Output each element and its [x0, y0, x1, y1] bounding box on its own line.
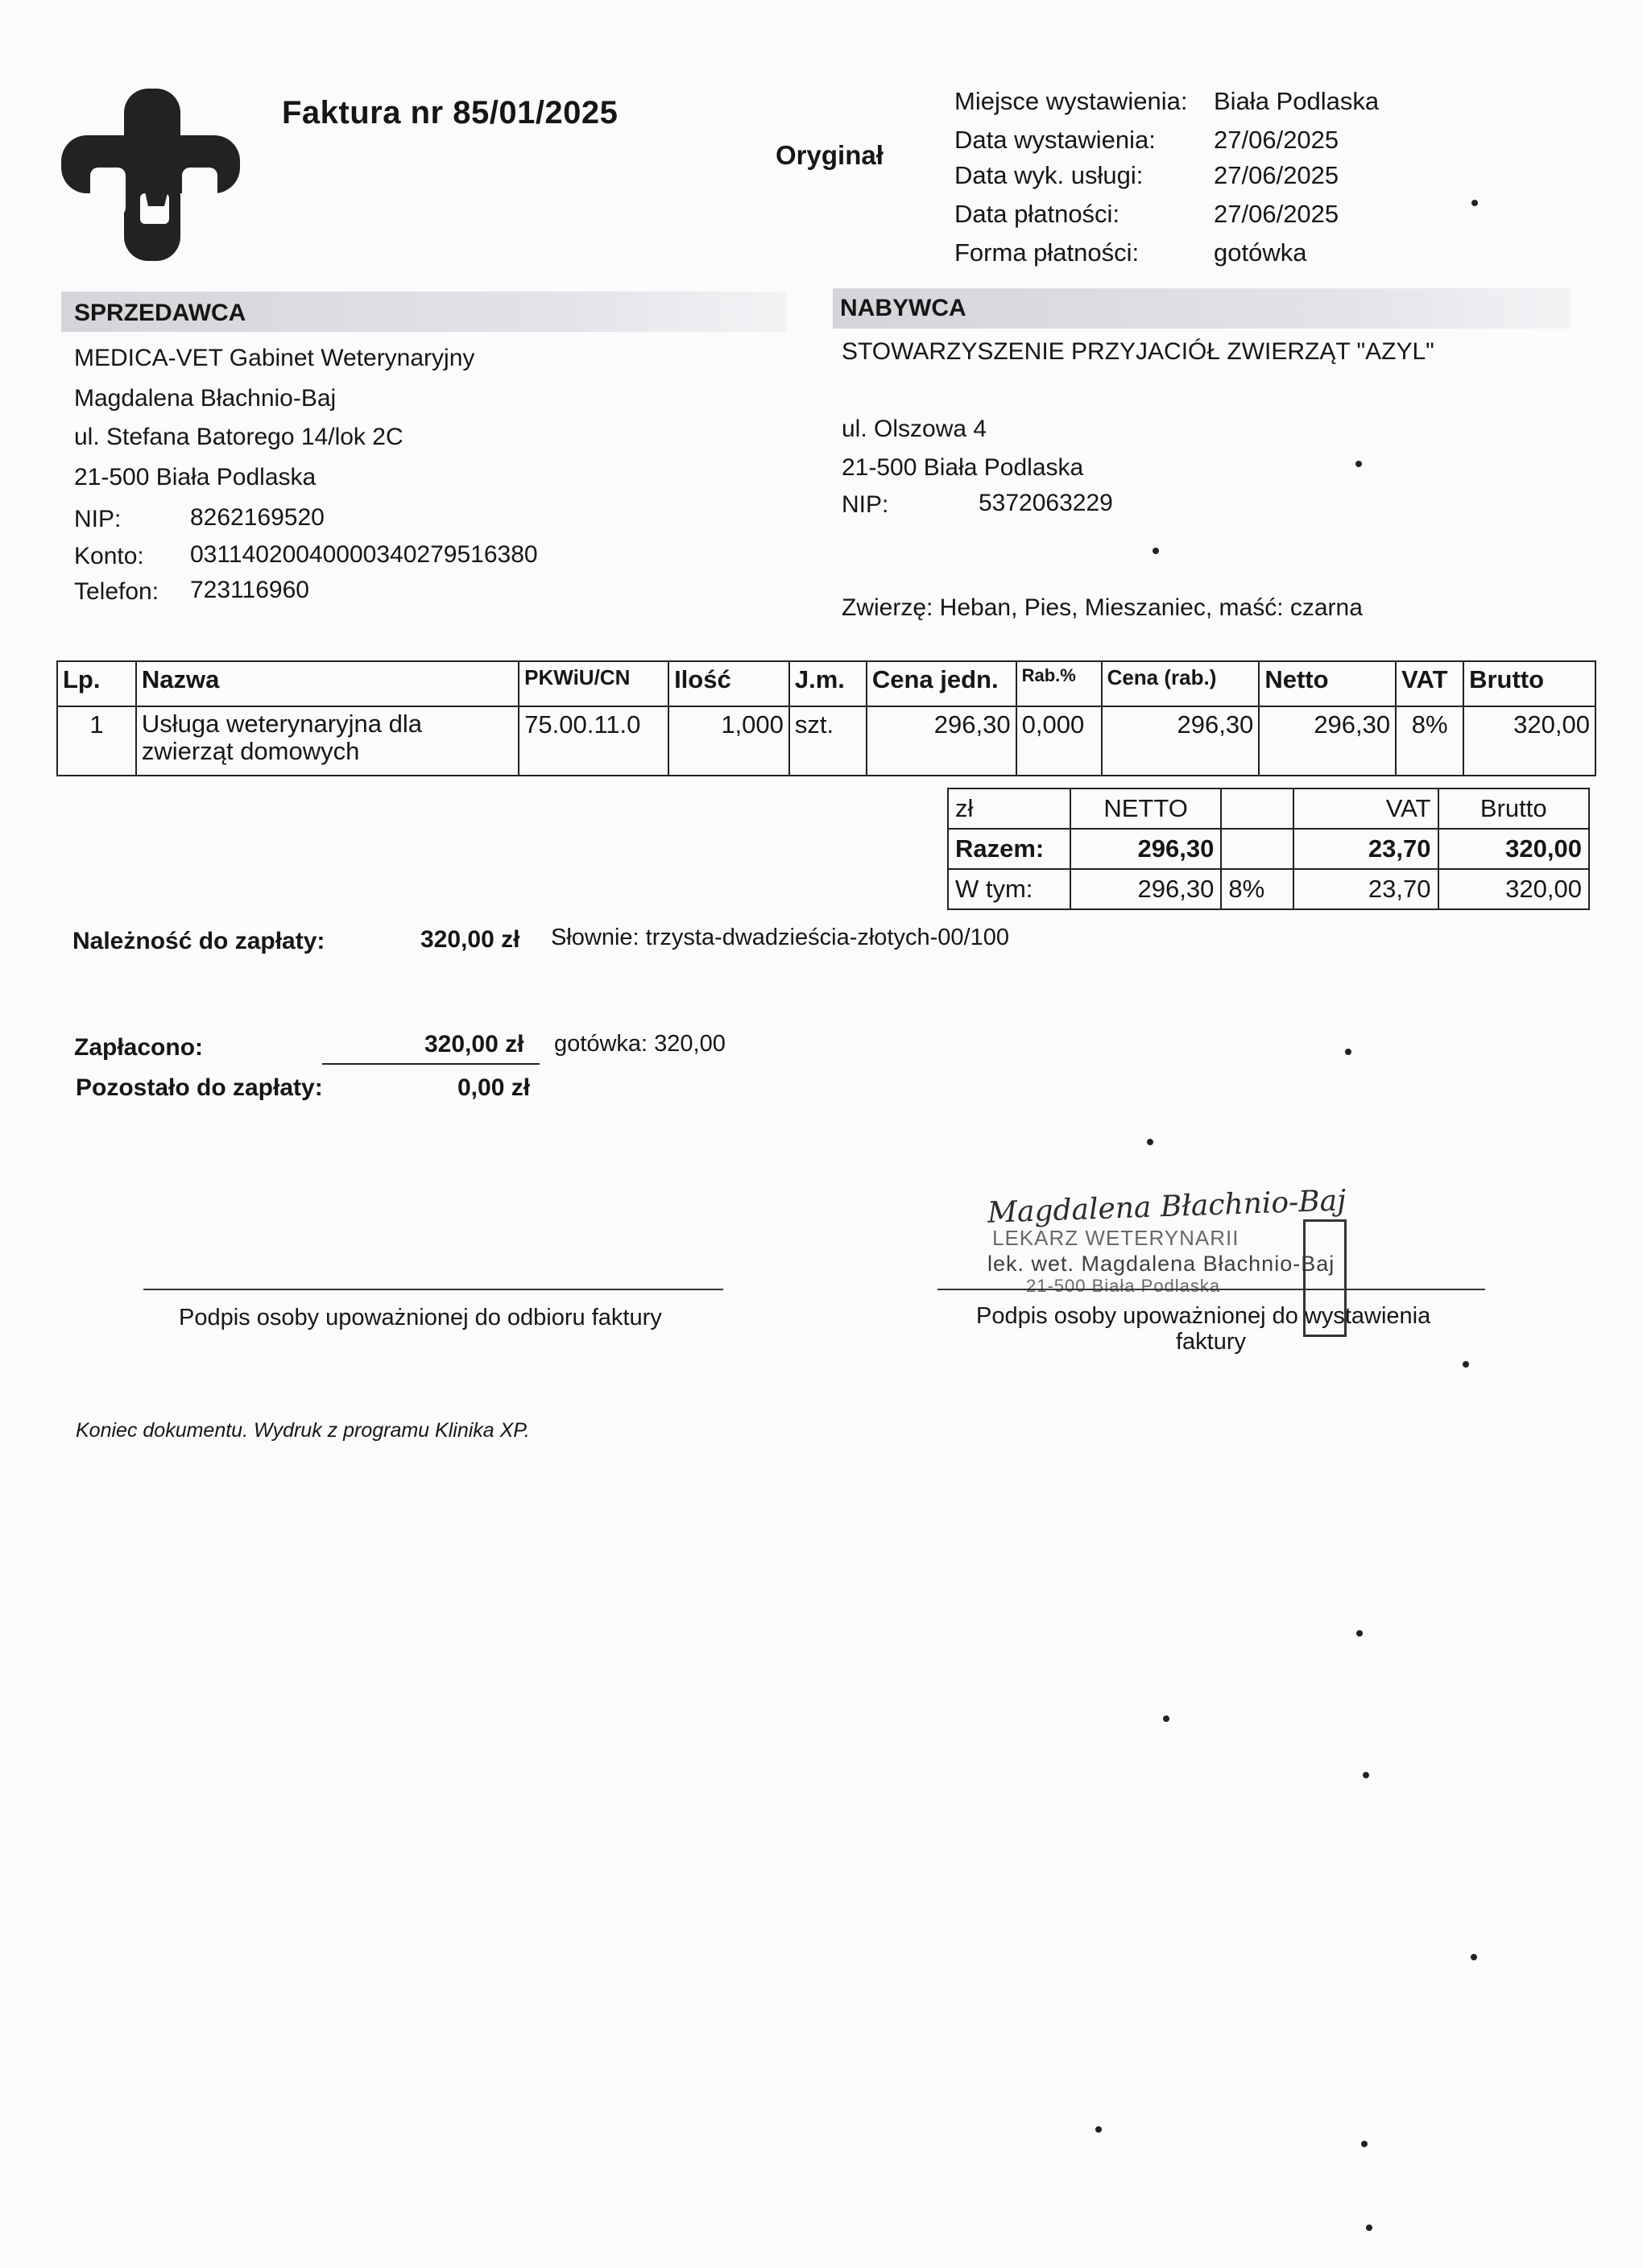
invoice-title: Faktura nr 85/01/2025	[282, 95, 619, 130]
seller-tel-label: Telefon:	[74, 578, 159, 605]
due-label: Należność do zapłaty:	[72, 928, 325, 954]
payment-method-label: Forma płatności:	[954, 238, 1140, 267]
seller-konto: 03114020040000340279516380	[190, 541, 538, 568]
paid-label: Zapłacono:	[74, 1034, 204, 1061]
sum-total-vat: 23,70	[1293, 829, 1438, 869]
issue-place-value: Biała Podlaska	[1214, 87, 1380, 115]
row-name-line2: zwierząt domowych	[141, 737, 360, 765]
sum-incl-gross: 320,00	[1438, 869, 1590, 909]
seller-street: ul. Stefana Batorego 14/lok 2C	[74, 424, 404, 450]
scan-speck	[1095, 2126, 1102, 2133]
scan-speck	[1361, 2141, 1368, 2147]
original-label: Oryginał	[776, 140, 884, 170]
animal-info: Zwierzę: Heban, Pies, Mieszaniec, maść: czarna	[842, 594, 1363, 621]
payment-method-value: gotówka	[1214, 238, 1307, 267]
col-qty: Ilość	[668, 661, 789, 706]
row-gross: 320,00	[1463, 706, 1595, 776]
scan-speck	[1345, 1049, 1351, 1055]
col-vat: VAT	[1396, 661, 1463, 706]
row-name	[136, 706, 519, 776]
col-lp: Lp.	[57, 661, 136, 706]
paid-amount: 320,00 zł	[424, 1031, 524, 1057]
due-amount: 320,00 zł	[420, 926, 520, 953]
sum-netto-header: NETTO	[1070, 788, 1222, 829]
row-pkwiu: 75.00.11.0	[519, 706, 668, 776]
seller-nip: 8262169520	[190, 504, 325, 531]
seller-heading: SPRZEDAWCA	[74, 300, 246, 326]
receiver-signature-line	[143, 1289, 723, 1290]
issuer-stamp	[987, 1184, 1374, 1368]
scan-speck	[1471, 1954, 1477, 1960]
row-qty: 1,000	[668, 706, 789, 776]
col-discount: Rab.%	[1016, 661, 1102, 706]
buyer-nip-label: NIP:	[842, 491, 889, 518]
col-name: Nazwa	[136, 661, 519, 706]
items-table	[56, 660, 1596, 776]
scan-speck	[1471, 200, 1478, 206]
row-name-line1: Usługa weterynaryjna dla	[141, 710, 422, 738]
sum-incl-net: 296,30	[1070, 869, 1222, 909]
sum-incl-label: W tym:	[948, 869, 1070, 909]
buyer-heading: NABYWCA	[840, 295, 966, 321]
clinic-logo	[61, 89, 240, 261]
seller-konto-label: Konto:	[74, 543, 144, 569]
buyer-name: STOWARZYSZENIE PRZYJACIÓŁ ZWIERZĄT "AZYL"	[842, 338, 1434, 365]
issue-date-value: 27/06/2025	[1214, 126, 1339, 154]
handwritten-signature: Magdalena Błachnio-Baj	[987, 1184, 1347, 1230]
issue-date-label: Data wystawienia:	[954, 126, 1156, 154]
sum-total-net: 296,30	[1070, 829, 1222, 869]
row-lp: 1	[57, 706, 136, 776]
row-vat: 8%	[1396, 706, 1463, 776]
col-gross: Brutto	[1463, 661, 1595, 706]
sum-currency: zł	[948, 788, 1070, 829]
scan-speck	[1463, 1361, 1469, 1368]
buyer-street: ul. Olszowa 4	[842, 416, 987, 442]
seller-name: MEDICA-VET Gabinet Weterynaryjny	[74, 345, 475, 371]
scan-speck	[1356, 1630, 1363, 1637]
items-header-row	[57, 661, 1595, 706]
paid-underline	[322, 1063, 540, 1065]
issue-place-label: Miejsce wystawienia:	[954, 87, 1188, 115]
sum-empty-cell	[1221, 829, 1293, 869]
sum-vat-header: VAT	[1293, 788, 1438, 829]
seller-person: Magdalena Błachnio-Baj	[74, 385, 337, 412]
payment-date-value: 27/06/2025	[1214, 200, 1339, 228]
buyer-nip: 5372063229	[979, 490, 1113, 516]
stamp-line1: LEKARZ WETERYNARII	[992, 1226, 1239, 1250]
col-pkwiu: PKWiU/CN	[519, 661, 668, 706]
buyer-city: 21-500 Biała Podlaska	[842, 454, 1084, 481]
service-date-value: 27/06/2025	[1214, 161, 1339, 189]
stamp-box	[1303, 1219, 1347, 1337]
row-net: 296,30	[1259, 706, 1396, 776]
row-price: 296,30	[867, 706, 1016, 776]
remaining-label: Pozostało do zapłaty:	[76, 1074, 323, 1101]
amount-in-words: Słownie: trzysta-dwadzieścia-złotych-00/100	[551, 925, 1009, 950]
scan-speck	[1153, 548, 1159, 554]
row-discount: 0,000	[1016, 706, 1102, 776]
stamp-line2: lek. wet. Magdalena Błachnio-Baj	[987, 1252, 1335, 1276]
scan-speck	[1163, 1715, 1169, 1722]
seller-nip-label: NIP:	[74, 506, 122, 532]
service-date-label: Data wyk. usługi:	[954, 161, 1144, 189]
sum-total-label: Razem:	[948, 829, 1070, 869]
summary-total-row	[948, 829, 1589, 869]
sum-incl-vat: 23,70	[1293, 869, 1438, 909]
scan-speck	[1366, 2225, 1372, 2231]
summary-header-row	[948, 788, 1589, 829]
footer-note: Koniec dokumentu. Wydruk z programu Klinika XP.	[76, 1419, 530, 1442]
remaining-amount: 0,00 zł	[457, 1074, 531, 1101]
sum-incl-rate: 8%	[1221, 869, 1293, 909]
row-price-disc: 296,30	[1102, 706, 1260, 776]
scan-speck	[1147, 1139, 1153, 1145]
col-price-disc: Cena (rab.)	[1102, 661, 1260, 706]
col-unit: J.m.	[789, 661, 867, 706]
seller-tel: 723116960	[190, 577, 309, 603]
summary-incl-row	[948, 869, 1589, 909]
scan-speck	[1363, 1772, 1369, 1778]
sum-total-gross: 320,00	[1438, 829, 1590, 869]
receiver-signature-caption: Podpis osoby upoważnionej do odbioru faktury	[179, 1305, 662, 1331]
summary-table	[947, 788, 1590, 910]
stamp-line3: 21-500 Biała Podlaska	[1026, 1276, 1221, 1296]
issuer-signature-caption: Podpis osoby upoważnionej do wystawienia	[976, 1303, 1431, 1329]
sum-empty-cell	[1221, 788, 1293, 829]
seller-city: 21-500 Biała Podlaska	[74, 464, 317, 490]
issuer-signature-caption-2: faktury	[1176, 1329, 1247, 1355]
col-price: Cena jedn.	[867, 661, 1016, 706]
payment-date-label: Data płatności:	[954, 200, 1120, 228]
table-row	[57, 706, 1595, 776]
scan-speck	[1355, 461, 1362, 467]
paid-detail: gotówka: 320,00	[554, 1031, 726, 1057]
sum-brutto-header: Brutto	[1438, 788, 1590, 829]
row-unit: szt.	[789, 706, 867, 776]
col-net: Netto	[1259, 661, 1396, 706]
